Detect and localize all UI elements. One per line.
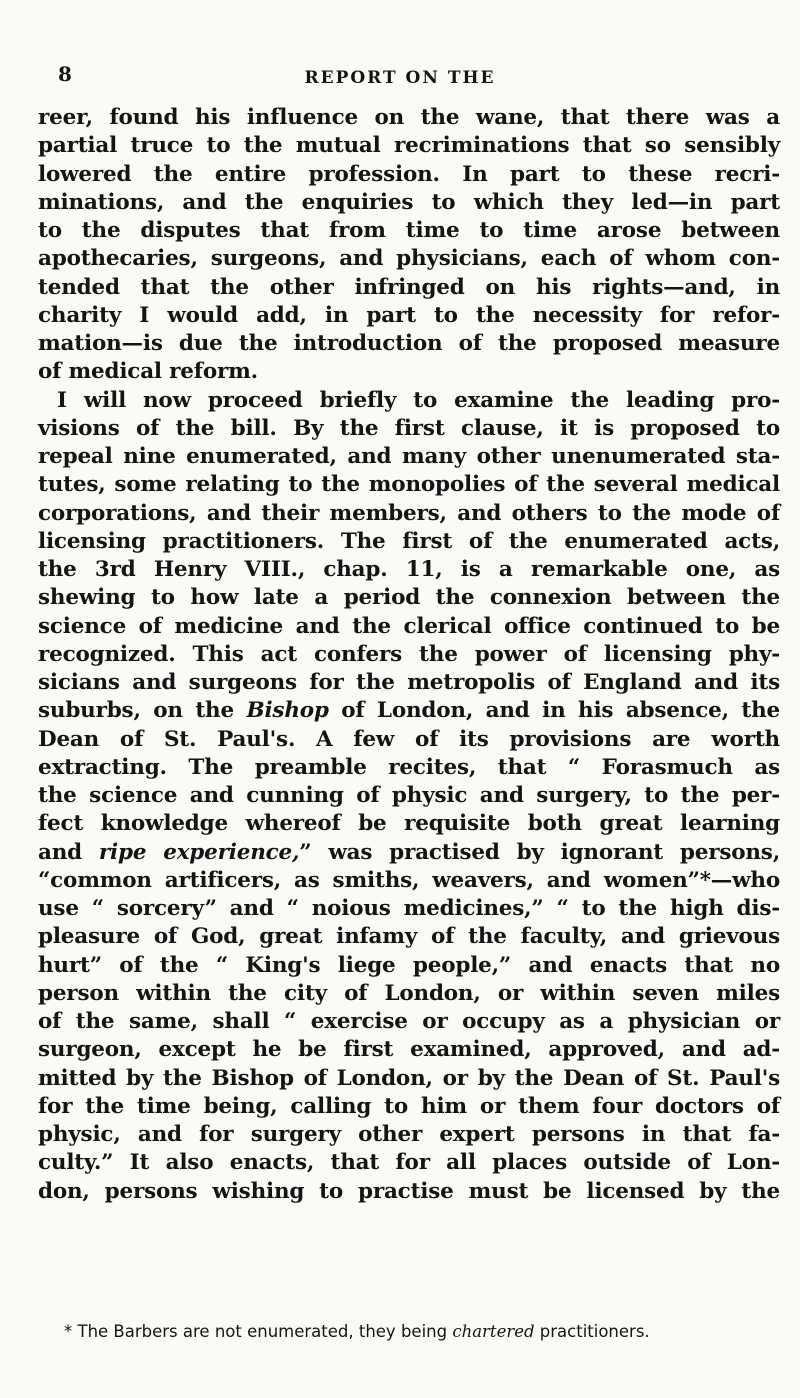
text-segment: of medical reform. [38,359,258,385]
text-line [38,669,780,697]
text-line [38,387,780,415]
text-line [38,189,780,217]
text-segment: “common artificers, as smiths, weavers, and women”*—who [38,867,780,893]
text-line [38,358,780,386]
page-number: 8 [58,62,73,86]
text-line [38,330,780,358]
text-segment: hurt” of the “ King's liege people,” and enacts that no [38,952,780,978]
text-segment: the 3rd Henry VIII., chap. 11, is a remarkable one, as [38,557,780,582]
text-line [38,697,780,725]
text-line [38,1149,780,1177]
italic-text: ripe experience, [98,839,300,865]
text-line [38,302,780,330]
text-line [38,980,780,1008]
text-line [38,839,780,867]
text-segment: ” was practised by ignorant persons, [299,839,780,865]
text-segment: I will now proceed briefly to examine the leading pro- [57,387,780,413]
text-segment: culty.” It also enacts, that for all places outside of Lon- [38,1150,780,1176]
text-line [38,245,780,273]
text-line [38,867,780,895]
text-segment: mation—is due the introduction of the proposed measure [38,331,780,356]
running-head: REPORT ON THE [304,68,496,88]
text-segment: the science and cunning of physic and surgery, to the per- [38,783,780,808]
text-line [38,895,780,923]
italic-text: Bishop [246,698,329,724]
text-line [38,500,780,528]
text-line [38,1065,780,1093]
footnote-text: * The Barbers are not enumerated, they being [64,1322,453,1341]
text-line [38,132,780,160]
body-text [38,104,780,1206]
text-line [38,556,780,584]
text-segment: reer, found his influence on the wane, that there was a [38,105,780,130]
text-segment: sicians and surgeons for the metropolis of England and its [38,670,780,695]
text-segment: charity I would add, in part to the necessity for refor- [38,302,780,328]
text-segment: don, persons wishing to practise must be licensed by the [38,1178,780,1204]
text-line [38,810,780,838]
text-segment: use “ sorcery” and “ noious medicines,” “ to the high dis- [38,896,780,921]
text-segment: physic, and for surgery other expert persons in that fa- [38,1122,780,1147]
text-segment: corporations, and their members, and others to the mode of [38,500,780,526]
text-line [38,1093,780,1121]
text-line [38,471,780,499]
text-segment: science of medicine and the clerical office continued to be [38,613,780,639]
text-line [38,754,780,782]
text-segment: minations, and the enquiries to which they led—in part [38,189,780,215]
text-line [38,584,780,612]
footnote [64,1322,770,1341]
text-segment: of the same, shall “ exercise or occupy as a physician or [38,1009,780,1034]
text-segment: for the time being, calling to him or them four doctors of [38,1093,780,1119]
text-segment: suburbs, on the [38,698,247,724]
text-line [38,443,780,471]
text-segment: repeal nine enumerated, and many other unenumerated sta- [38,444,780,469]
text-line [38,274,780,302]
text-segment: and [38,839,99,865]
text-line [38,161,780,189]
text-segment: recognized. This act confers the power of licensing phy- [38,641,780,667]
text-line [38,952,780,980]
text-segment: pleasure of God, great infamy of the faculty, and grievous [38,924,780,950]
text-line [38,613,780,641]
text-line [38,923,780,951]
text-line [38,1121,780,1149]
text-line [38,528,780,556]
text-line [38,782,780,810]
text-line [38,217,780,245]
footnote-text: practitioners. [534,1322,650,1341]
text-segment: shewing to how late a period the connexion between the [38,585,780,611]
text-segment: tutes, some relating to the monopolies of the several medical [38,472,780,498]
text-segment: fect knowledge whereof be requisite both great learning [38,811,780,837]
text-segment: lowered the entire profession. In part to these recri- [38,161,780,187]
text-line [38,1008,780,1036]
text-line [38,415,780,443]
text-line [38,726,780,754]
text-segment: extracting. The preamble recites, that “ Forasmuch as [38,754,780,780]
text-segment: partial truce to the mutual recriminations that so sensibly [38,133,780,159]
text-segment: of London, and in his absence, the [328,698,780,724]
footnote-italic-text: chartered [452,1322,535,1341]
text-segment: Dean of St. Paul's. A few of its provisions are worth [38,726,780,752]
text-segment: tended that the other infringed on his rights—and, in [38,274,780,300]
text-line [38,1178,780,1206]
text-segment: person within the city of London, or within seven miles [38,980,780,1006]
text-segment: to the disputes that from time to time arose between [38,218,780,243]
text-segment: licensing practitioners. The first of the enumerated acts, [38,528,780,554]
text-segment: apothecaries, surgeons, and physicians, each of whom con- [38,246,780,272]
text-segment: visions of the bill. By the first clause, it is proposed to [38,415,780,441]
text-segment: surgeon, except he be first examined, approved, and ad- [38,1037,780,1063]
text-line [38,104,780,132]
text-line [38,641,780,669]
text-line [38,1036,780,1064]
text-segment: mitted by the Bishop of London, or by the Dean of St. Paul's [38,1065,780,1091]
